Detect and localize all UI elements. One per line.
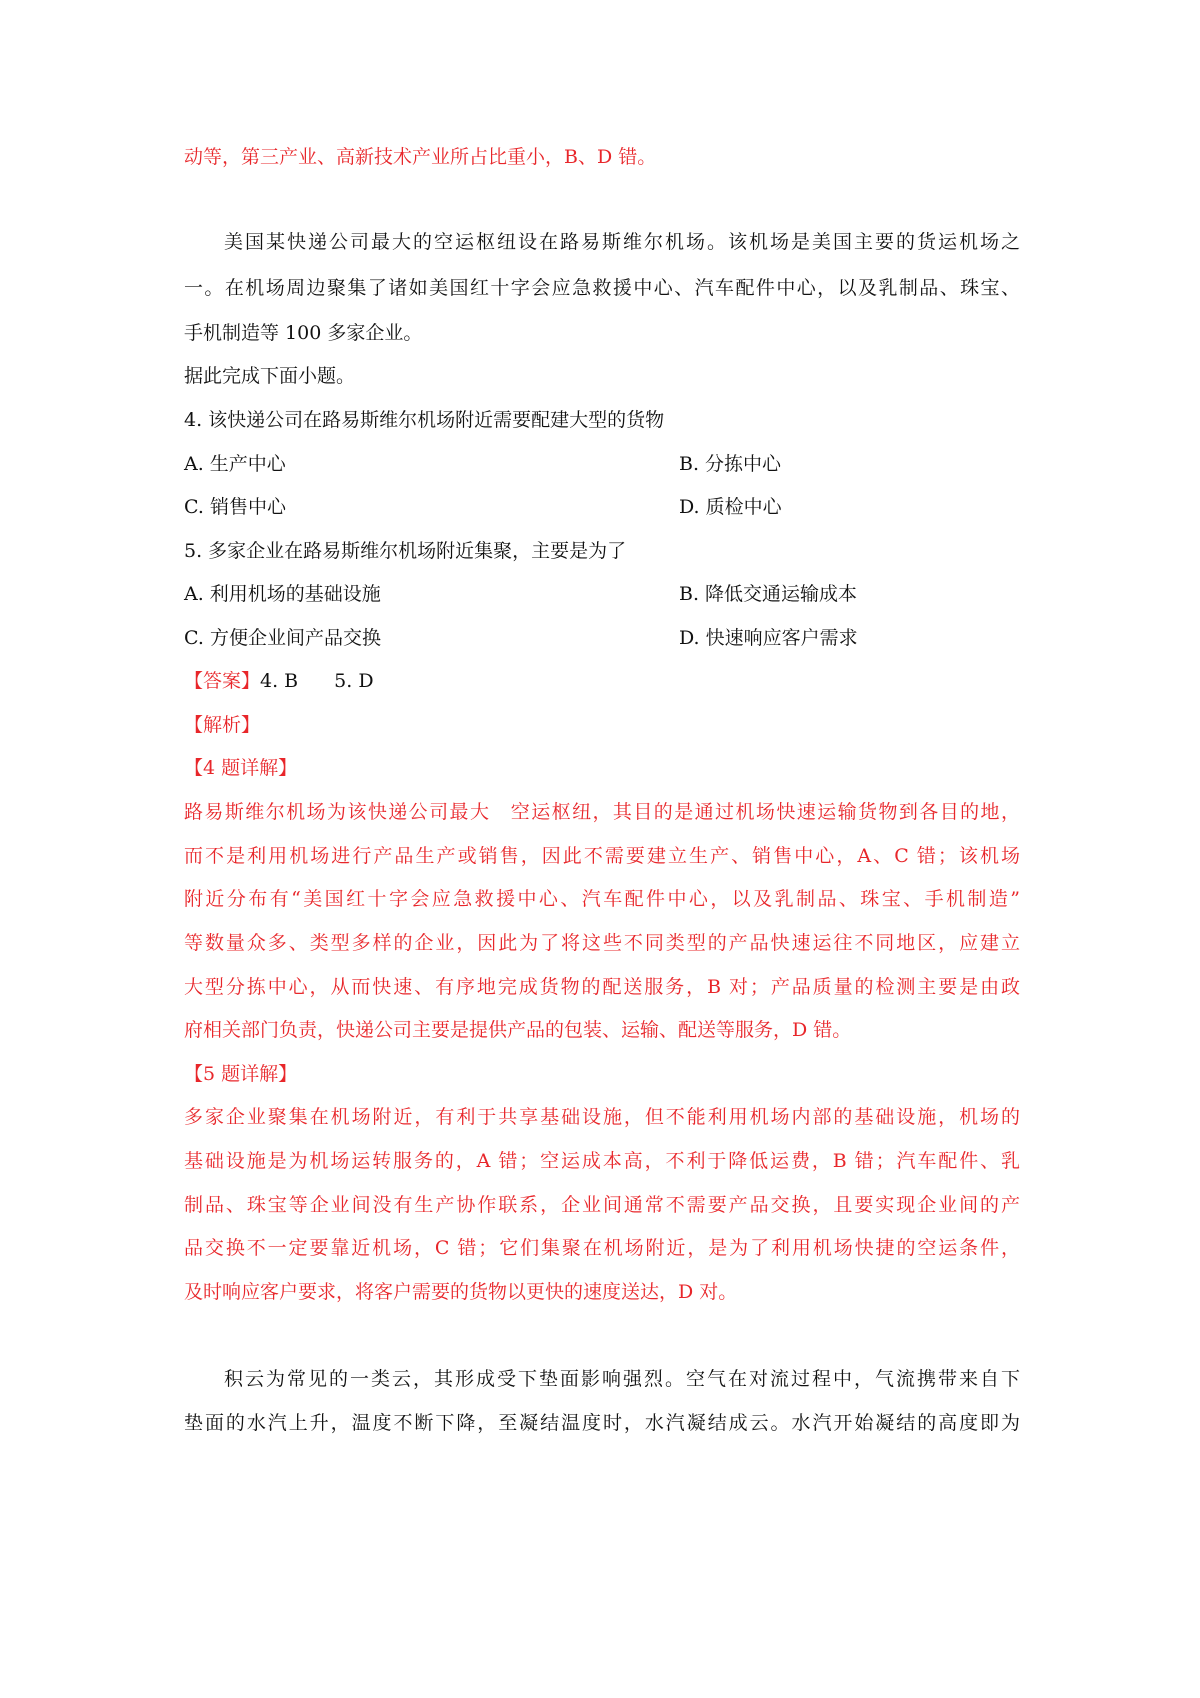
question-4-option-a: A. 生产中心: [184, 453, 286, 475]
question-5-option-d: D. 快速响应客户需求: [679, 627, 858, 649]
detail-5-line: 多家企业聚集在机场附近，有利于共享基础设施，但不能利用机场内部的基础设施，机场的: [184, 1106, 1020, 1128]
analysis-label: 【解析】: [184, 714, 261, 736]
detail-5-line: 品交换不一定要靠近机场，C 错；它们集聚在机场附近，是为了利用机场快捷的空运条件，: [184, 1237, 1020, 1259]
passage1-line: 一。在机场周边聚集了诸如美国红十字会应急救援中心、汽车配件中心，以及乳制品、珠宝、: [184, 277, 1020, 299]
detail-4-line: 大型分拣中心，从而快速、有序地完成货物的配送服务，B 对；产品质量的检测主要是由政: [184, 976, 1020, 998]
question-5-option-b: B. 降低交通运输成本: [679, 583, 858, 605]
answer-label: 【答案】: [184, 670, 261, 692]
answer-4: 4. B: [260, 670, 299, 692]
detail-5-line: 制品、珠宝等企业间没有生产协作联系，企业间通常不需要产品交换，且要实现企业间的产: [184, 1194, 1020, 1216]
carryover-analysis-line: 动等，第三产业、高新技术产业所占比重小，B、D 错。: [184, 146, 657, 168]
question-5-stem: 5. 多家企业在路易斯维尔机场附近集聚，主要是为了: [184, 540, 627, 562]
detail-5-line: 基础设施是为机场运转服务的，A 错；空运成本高，不利于降低运费，B 错；汽车配件、乳: [184, 1150, 1020, 1172]
detail-5-label: 【5 题详解】: [184, 1063, 298, 1085]
question-5-option-c: C. 方便企业间产品交换: [184, 627, 381, 649]
detail-4-line: 府相关部门负责，快递公司主要是提供产品的包装、运输、配送等服务，D 错。: [184, 1019, 852, 1041]
detail-4-line: 路易斯维尔机场为该快递公司最大 空运枢纽，其目的是通过机场快速运输货物到各目的地，: [184, 801, 1020, 823]
instruction-text: 据此完成下面小题。: [184, 365, 356, 387]
detail-4-line: 附近分布有“美国红十字会应急救援中心、汽车配件中心，以及乳制品、珠宝、手机制造”: [184, 888, 1020, 910]
passage2-line: 垫面的水汽上升，温度不断下降，至凝结温度时，水汽凝结成云。水汽开始凝结的高度即为: [184, 1412, 1020, 1434]
question-4-option-d: D. 质检中心: [679, 496, 782, 518]
passage2-line: 积云为常见的一类云，其形成受下垫面影响强烈。空气在对流过程中，气流携带来自下: [224, 1368, 1020, 1390]
answer-line: [184, 668, 374, 694]
detail-4-line: 等数量众多、类型多样的企业，因此为了将这些不同类型的产品快速运往不同地区，应建立: [184, 932, 1020, 954]
detail-4-label: 【4 题详解】: [184, 757, 298, 779]
passage1-line: 手机制造等 100 多家企业。: [184, 322, 423, 344]
detail-4-line: 而不是利用机场进行产品生产或销售，因此不需要建立生产、销售中心，A、C 错；该机场: [184, 845, 1020, 867]
answer-5: 5. D: [334, 670, 374, 692]
question-4-option-b: B. 分拣中心: [679, 453, 782, 475]
question-5-option-a: A. 利用机场的基础设施: [184, 583, 381, 605]
question-4-stem: 4. 该快递公司在路易斯维尔机场附近需要配建大型的货物: [184, 409, 665, 431]
passage1-line: 美国某快递公司最大的空运枢纽设在路易斯维尔机场。该机场是美国主要的货运机场之: [224, 231, 1020, 253]
detail-5-line: 及时响应客户要求，将客户需要的货物以更快的速度送达，D 对。: [184, 1281, 738, 1303]
question-4-option-c: C. 销售中心: [184, 496, 286, 518]
